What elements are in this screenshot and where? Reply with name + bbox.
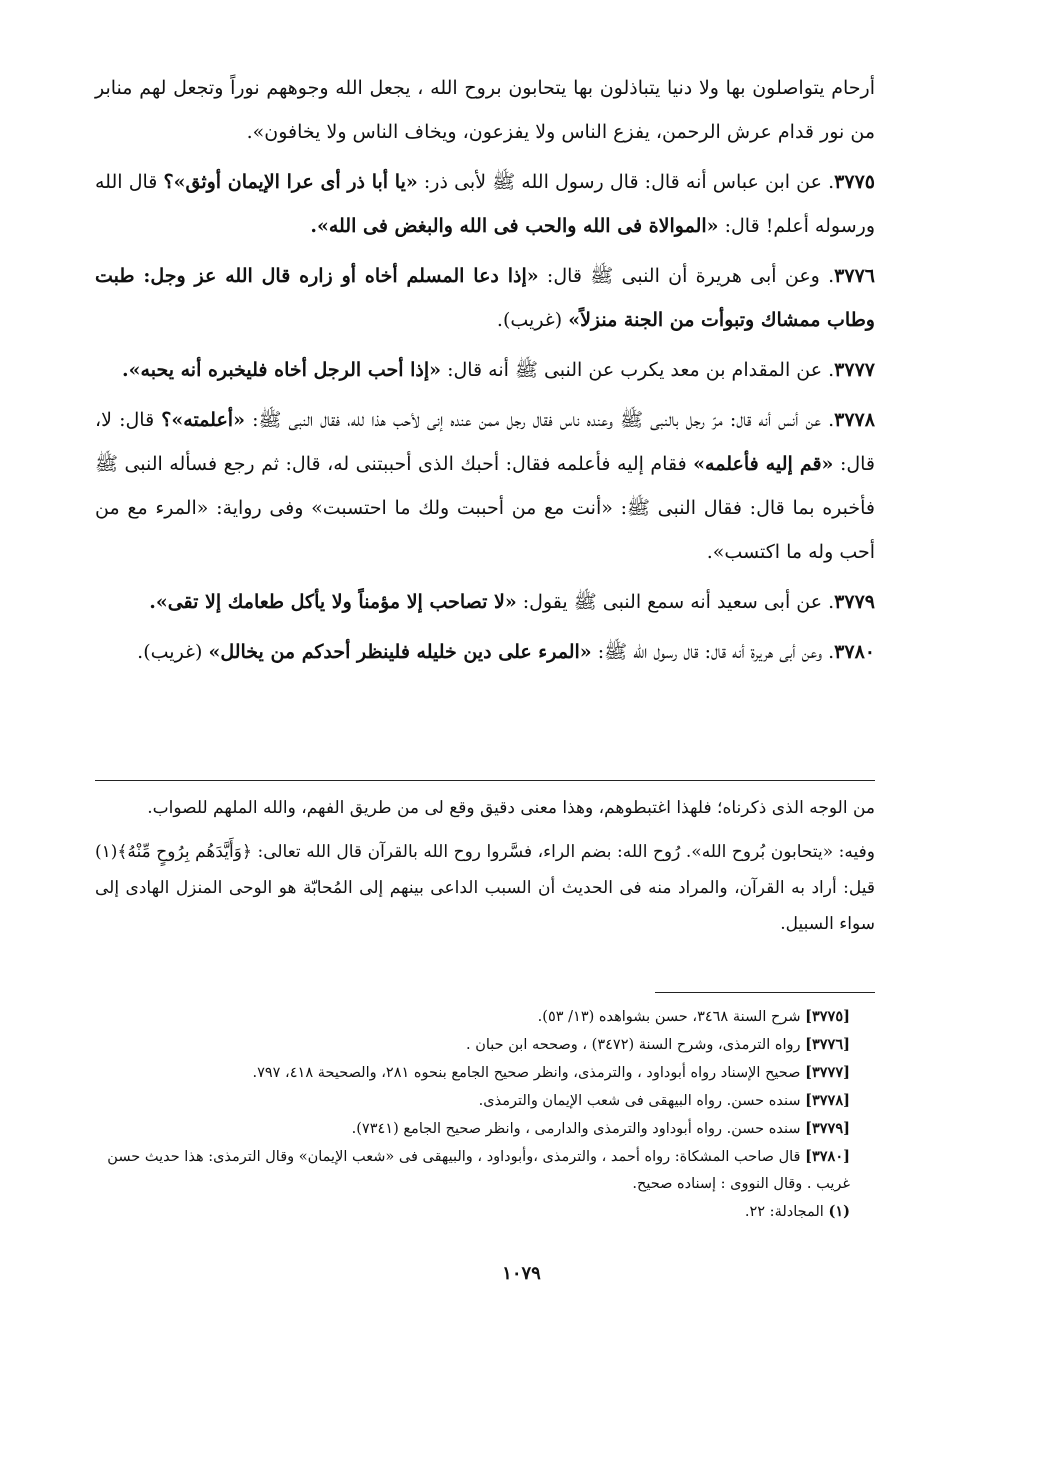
commentary-paragraph: من الوجه الذى ذكرناه؛ فلهذا اغتبطوهم، وهذا معنى دقيق وقع لى من طريق الفهم، والله الملهم للصواب. — [147, 798, 875, 818]
footnote-text: المجادلة: ٢٢. — [744, 1204, 824, 1220]
footnote-number: [٣٧٧٦] — [805, 1036, 850, 1053]
hadith-quote: «يا أبا ذر أى عرا الإيمان أوثق»؟ — [163, 171, 418, 193]
footnote-number: [٣٧٧٧] — [805, 1064, 850, 1081]
hadith-3776: ٣٧٧٦. وعن أبى هريرة أن النبى ﷺ قال: «إذا دعا المسلم أخاه أو زاره قال الله عز وجل: طبت وطاب ممشاك وتبوأت من الجنة منزلاً» (غريب). — [95, 265, 875, 331]
intro-paragraph — [95, 66, 875, 154]
hadith-text: فقام إليه فأعلمه فقال: أحبك الذى أحببتنى له، قال: ثم رجع فسأله النبى ﷺ فأخبره بما قال: فقال النبى ﷺ: «أنت مع من أحببت ولك ما احتسبت» وفى رواية: «المرء مع من أحب وله ما اكتسب». — [95, 453, 875, 563]
hadith-number: ٣٧٧٩ — [834, 591, 875, 613]
hadith-text: قال الله ورسوله أعلم! قال: — [95, 171, 875, 237]
footnote-text: شرح السنة ٣٤٦٨، حسن بشواهده (١٣/ ٥٣). — [537, 1009, 801, 1025]
footnote — [95, 1031, 850, 1059]
footnote-text: سنده حسن. رواه أبوداود والترمذى والدارمى ، وانظر صحيح الجامع (٧٣٤١). — [351, 1121, 801, 1137]
hadith-quote: «أعلمته»؟ — [161, 409, 245, 431]
intro-line-2: منابر من نور قدام عرش الرحمن، يفزع الناس ولا يفزعون، ويخاف الناس ولا يخافون». — [95, 77, 875, 143]
footnote — [95, 1003, 850, 1031]
hadith-text: عن أنس أنه قال: مرّ رجل بالنبى ﷺ وعنده ناس فقال رجل ممن عنده إنى لأحب هذا لله، فقال النبى ﷺ: — [252, 409, 821, 431]
footnote-number: (١) — [828, 1203, 850, 1220]
footnote-number: [٣٧٧٨] — [805, 1092, 850, 1109]
hadith-number: ٣٧٧٨ — [834, 409, 875, 431]
hadith-3775: ٣٧٧٥. عن ابن عباس أنه قال: قال رسول الله ﷺ لأبى ذر: «يا أبا ذر أى عرا الإيمان أوثق»؟ قال الله ورسوله أعلم! قال: «الموالاة فى الله والحب فى الله والبغض فى الله». — [95, 171, 875, 237]
footnote-text: رواه الترمذى، وشرح السنة (٣٤٧٢) ، وصححه ابن حبان . — [466, 1037, 801, 1053]
main-divider — [95, 780, 875, 781]
intro-line-1: أرحام يتواصلون بها ولا دنيا يتباذلون بها يتحابون بروح الله ، يجعل الله وجوههم نوراً وتجعل لهم — [139, 77, 875, 99]
hadith-text: وعن أبى هريرة أنه قال: قال رسول الله ﷺ: — [597, 641, 823, 663]
hadith-quote: «قم إليه فأعلمه» — [693, 453, 834, 475]
hadith-text: وعن أبى هريرة أن النبى ﷺ قال: — [546, 265, 820, 287]
main-text — [95, 66, 875, 680]
hadith-quote: «إذا أحب الرجل أخاه فليخبره أنه يحبه». — [122, 359, 442, 381]
commentary-paragraph: وفيه: «يتحابون بُروح الله». رُوح الله: بضم الراء، فسَّروا روح الله بالقرآن قال الله تعالى: ﴿وَأَيَّدَهُم بِرُوحٍ مِّنْهُ﴾(١) قيل: أراد به القرآن، والمراد منه فى الحديث أن السبب الداعى بينهم إلى المُحابّة هو الوحى المنزل الهادى إلى سواء السبيل. — [95, 842, 875, 934]
hadith-number: ٣٧٧٦ — [834, 265, 875, 287]
hadith-number: ٣٧٧٧ — [834, 359, 875, 381]
hadith-number: ٣٧٧٥ — [834, 171, 875, 193]
hadith-text: عن أبى سعيد أنه سمع النبى ﷺ يقول: — [522, 591, 823, 613]
footnote — [95, 1143, 850, 1198]
footnotes — [95, 1003, 850, 1226]
hadith-quote: «الموالاة فى الله والحب فى الله والبغض فى الله». — [310, 215, 719, 237]
footnote — [95, 1087, 850, 1115]
footnote-number: [٣٧٧٩] — [805, 1120, 850, 1137]
footnote-number: [٣٧٨٠] — [805, 1148, 850, 1165]
footnote-text: قال صاحب المشكاة: رواه أحمد ، والترمذى ،وأبوداود ، والبيهقى فى «شعب الإيمان» وقال الترمذى: هذا حديث حسن غريب . وقال النووى : إسناده صحيح. — [107, 1149, 850, 1192]
hadith-quote: «لا تصاحب إلا مؤمناً ولا يأكل طعامك إلا تقى». — [149, 591, 517, 613]
hadith-3780: ٣٧٨٠. وعن أبى هريرة أنه قال: قال رسول الله ﷺ: «المرء على دين خليله فلينظر أحدكم من يخالل» (غريب). — [137, 641, 875, 663]
commentary — [95, 790, 875, 950]
hadith-grade: (غريب). — [496, 309, 563, 331]
hadith-3778: ٣٧٧٨. عن أنس أنه قال: مرّ رجل بالنبى ﷺ وعنده ناس فقال رجل ممن عنده إنى لأحب هذا لله، فقال النبى ﷺ: «أعلمته»؟ قال: لا، قال: «قم إليه فأعلمه» فقام إليه فأعلمه فقال: أحبك الذى أحببتنى له، قال: ثم رجع فسأله النبى ﷺ فأخبره بما قال: فقال النبى ﷺ: «أنت مع من أحببت ولك ما احتسبت» وفى رواية: «المرء مع من أحب وله ما اكتسب». — [95, 409, 876, 563]
hadith-quote: «إذا دعا المسلم أخاه أو زاره قال الله عز وجل: طبت وطاب ممشاك وتبوأت من الجنة منزلاً» — [95, 265, 875, 331]
hadith-quote: «المرء على دين خليله فلينظر أحدكم من يخالل» — [208, 641, 592, 663]
hadith-grade: (غريب). — [137, 641, 203, 663]
footnote-text: صحيح الإسناد رواه أبوداود ، والترمذى، وانظر صحيح الجامع بنحوه ٢٨١، والصحيحة ٤١٨، ٧٩٧. — [252, 1065, 801, 1081]
hadith-text: عن ابن عباس أنه قال: قال رسول الله ﷺ لأبى ذر: — [423, 171, 822, 193]
footnote-divider — [655, 992, 875, 993]
footnote — [95, 1198, 850, 1226]
hadith-3779: ٣٧٧٩. عن أبى سعيد أنه سمع النبى ﷺ يقول: «لا تصاحب إلا مؤمناً ولا يأكل طعامك إلا تقى». — [149, 591, 875, 613]
footnote-text: سنده حسن. رواه البيهقى فى شعب الإيمان والترمذى. — [478, 1093, 801, 1109]
hadith-number: ٣٧٨٠ — [834, 641, 875, 663]
hadith-3777: ٣٧٧٧. عن المقدام بن معد يكرب عن النبى ﷺ أنه قال: «إذا أحب الرجل أخاه فليخبره أنه يحبه». — [122, 359, 875, 381]
footnote-number: [٣٧٧٥] — [805, 1008, 850, 1025]
page-number: ١٠٧٩ — [502, 1263, 541, 1284]
footnote — [95, 1115, 850, 1143]
hadith-text: عن المقدام بن معد يكرب عن النبى ﷺ أنه قال: — [447, 359, 823, 381]
footnote — [95, 1059, 850, 1087]
hadith-text: قال: لا، قال: — [95, 409, 876, 475]
